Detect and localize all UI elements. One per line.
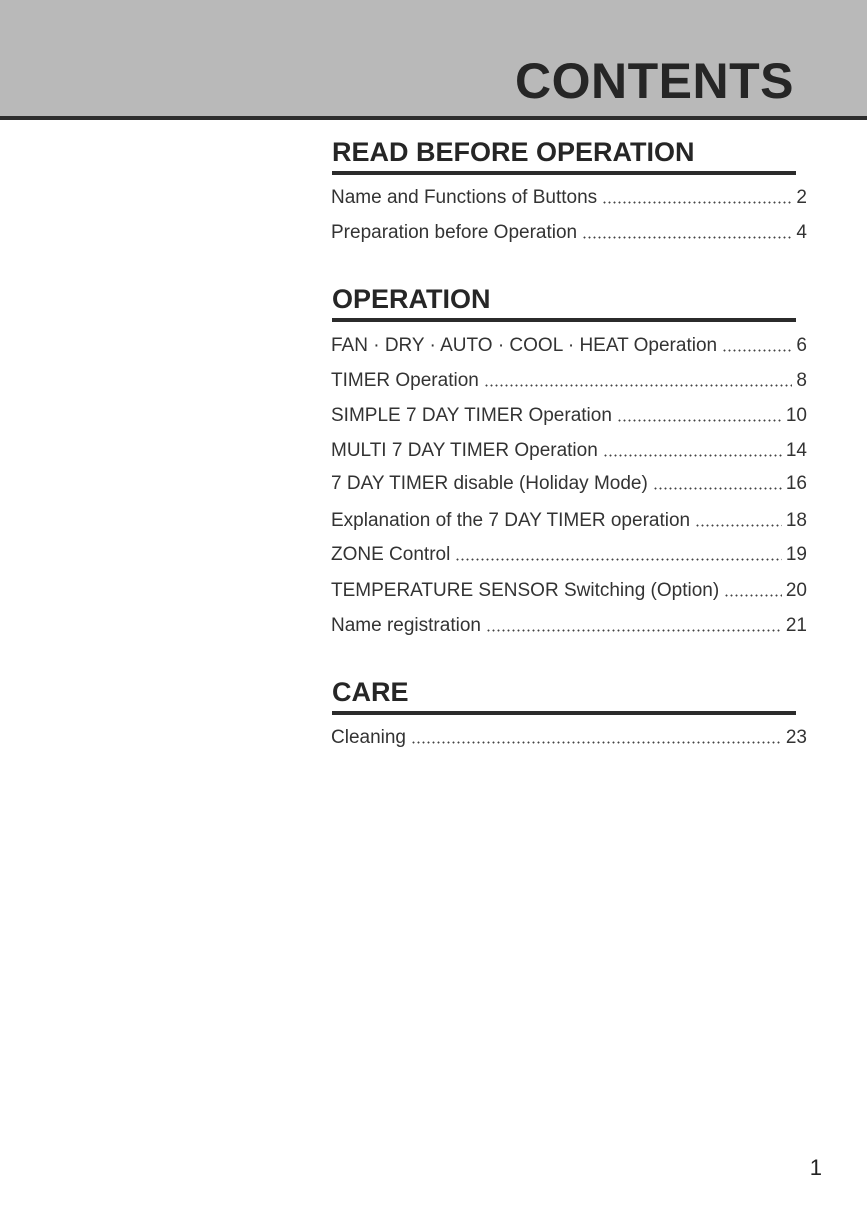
header-rule	[0, 116, 867, 120]
page-title: CONTENTS	[515, 53, 794, 109]
toc-entry-page: 20	[785, 580, 807, 601]
dot-leader	[724, 594, 782, 597]
dot-leader	[582, 236, 792, 239]
page-number: 1	[809, 1155, 822, 1180]
section-heading-operation: OPERATION	[332, 283, 796, 322]
toc-entry[interactable]	[331, 402, 807, 428]
toc-entry-label: 7 DAY TIMER disable (Holiday Mode)	[331, 473, 648, 494]
toc-entry-page: 8	[796, 370, 807, 391]
dot-leader	[695, 524, 782, 527]
toc-entry-label: Preparation before Operation	[331, 222, 578, 243]
dot-leader	[486, 629, 782, 632]
dot-leader	[411, 741, 782, 744]
toc-entry-label: Name registration	[331, 615, 481, 636]
toc-entry-page: 14	[785, 440, 807, 461]
toc-entry[interactable]	[331, 612, 807, 638]
toc-entry-page: 16	[785, 473, 807, 494]
toc-entry[interactable]	[331, 724, 807, 750]
toc-entry-page: 21	[785, 615, 807, 636]
dot-leader	[722, 349, 792, 352]
dot-leader	[455, 558, 782, 561]
dot-leader	[603, 454, 782, 457]
toc-entry-label: Explanation of the 7 DAY TIMER operation	[331, 510, 691, 531]
dot-leader	[617, 419, 782, 422]
toc-entry[interactable]	[331, 219, 807, 245]
toc-entry-page: 4	[796, 222, 807, 243]
dot-leader	[484, 384, 793, 387]
toc-entry[interactable]	[331, 367, 807, 393]
toc-entry-page: 18	[785, 510, 807, 531]
section-heading-read-before: READ BEFORE OPERATION	[332, 136, 796, 175]
toc-entry-label: FAN · DRY · AUTO · COOL · HEAT Operation	[331, 335, 718, 356]
toc-entry-page: 10	[785, 405, 807, 426]
section-heading-care: CARE	[332, 676, 796, 715]
toc-entry-label: ZONE Control	[331, 544, 451, 565]
toc-entry-label: TEMPERATURE SENSOR Switching (Option)	[331, 580, 720, 601]
toc-entry[interactable]	[331, 184, 807, 210]
toc-entry-page: 19	[785, 544, 807, 565]
toc-entry-label: Name and Functions of Buttons	[331, 187, 598, 208]
toc-entry[interactable]	[331, 507, 807, 533]
toc-entry[interactable]	[331, 332, 807, 358]
toc-entry-page: 23	[785, 727, 807, 748]
toc-entry[interactable]	[331, 577, 807, 603]
toc-entry-label: SIMPLE 7 DAY TIMER Operation	[331, 405, 612, 426]
toc-entry-label: Cleaning	[331, 727, 406, 748]
toc-entry-page: 6	[796, 335, 807, 356]
toc-entry-label: MULTI 7 DAY TIMER Operation	[331, 440, 598, 461]
toc-entry-label: TIMER Operation	[331, 370, 479, 391]
toc-entry[interactable]	[331, 541, 807, 567]
toc-entry-page: 2	[796, 187, 807, 208]
toc-entry[interactable]	[331, 437, 807, 463]
dot-leader	[653, 487, 782, 490]
dot-leader	[602, 201, 792, 204]
toc-entry[interactable]	[331, 470, 807, 496]
